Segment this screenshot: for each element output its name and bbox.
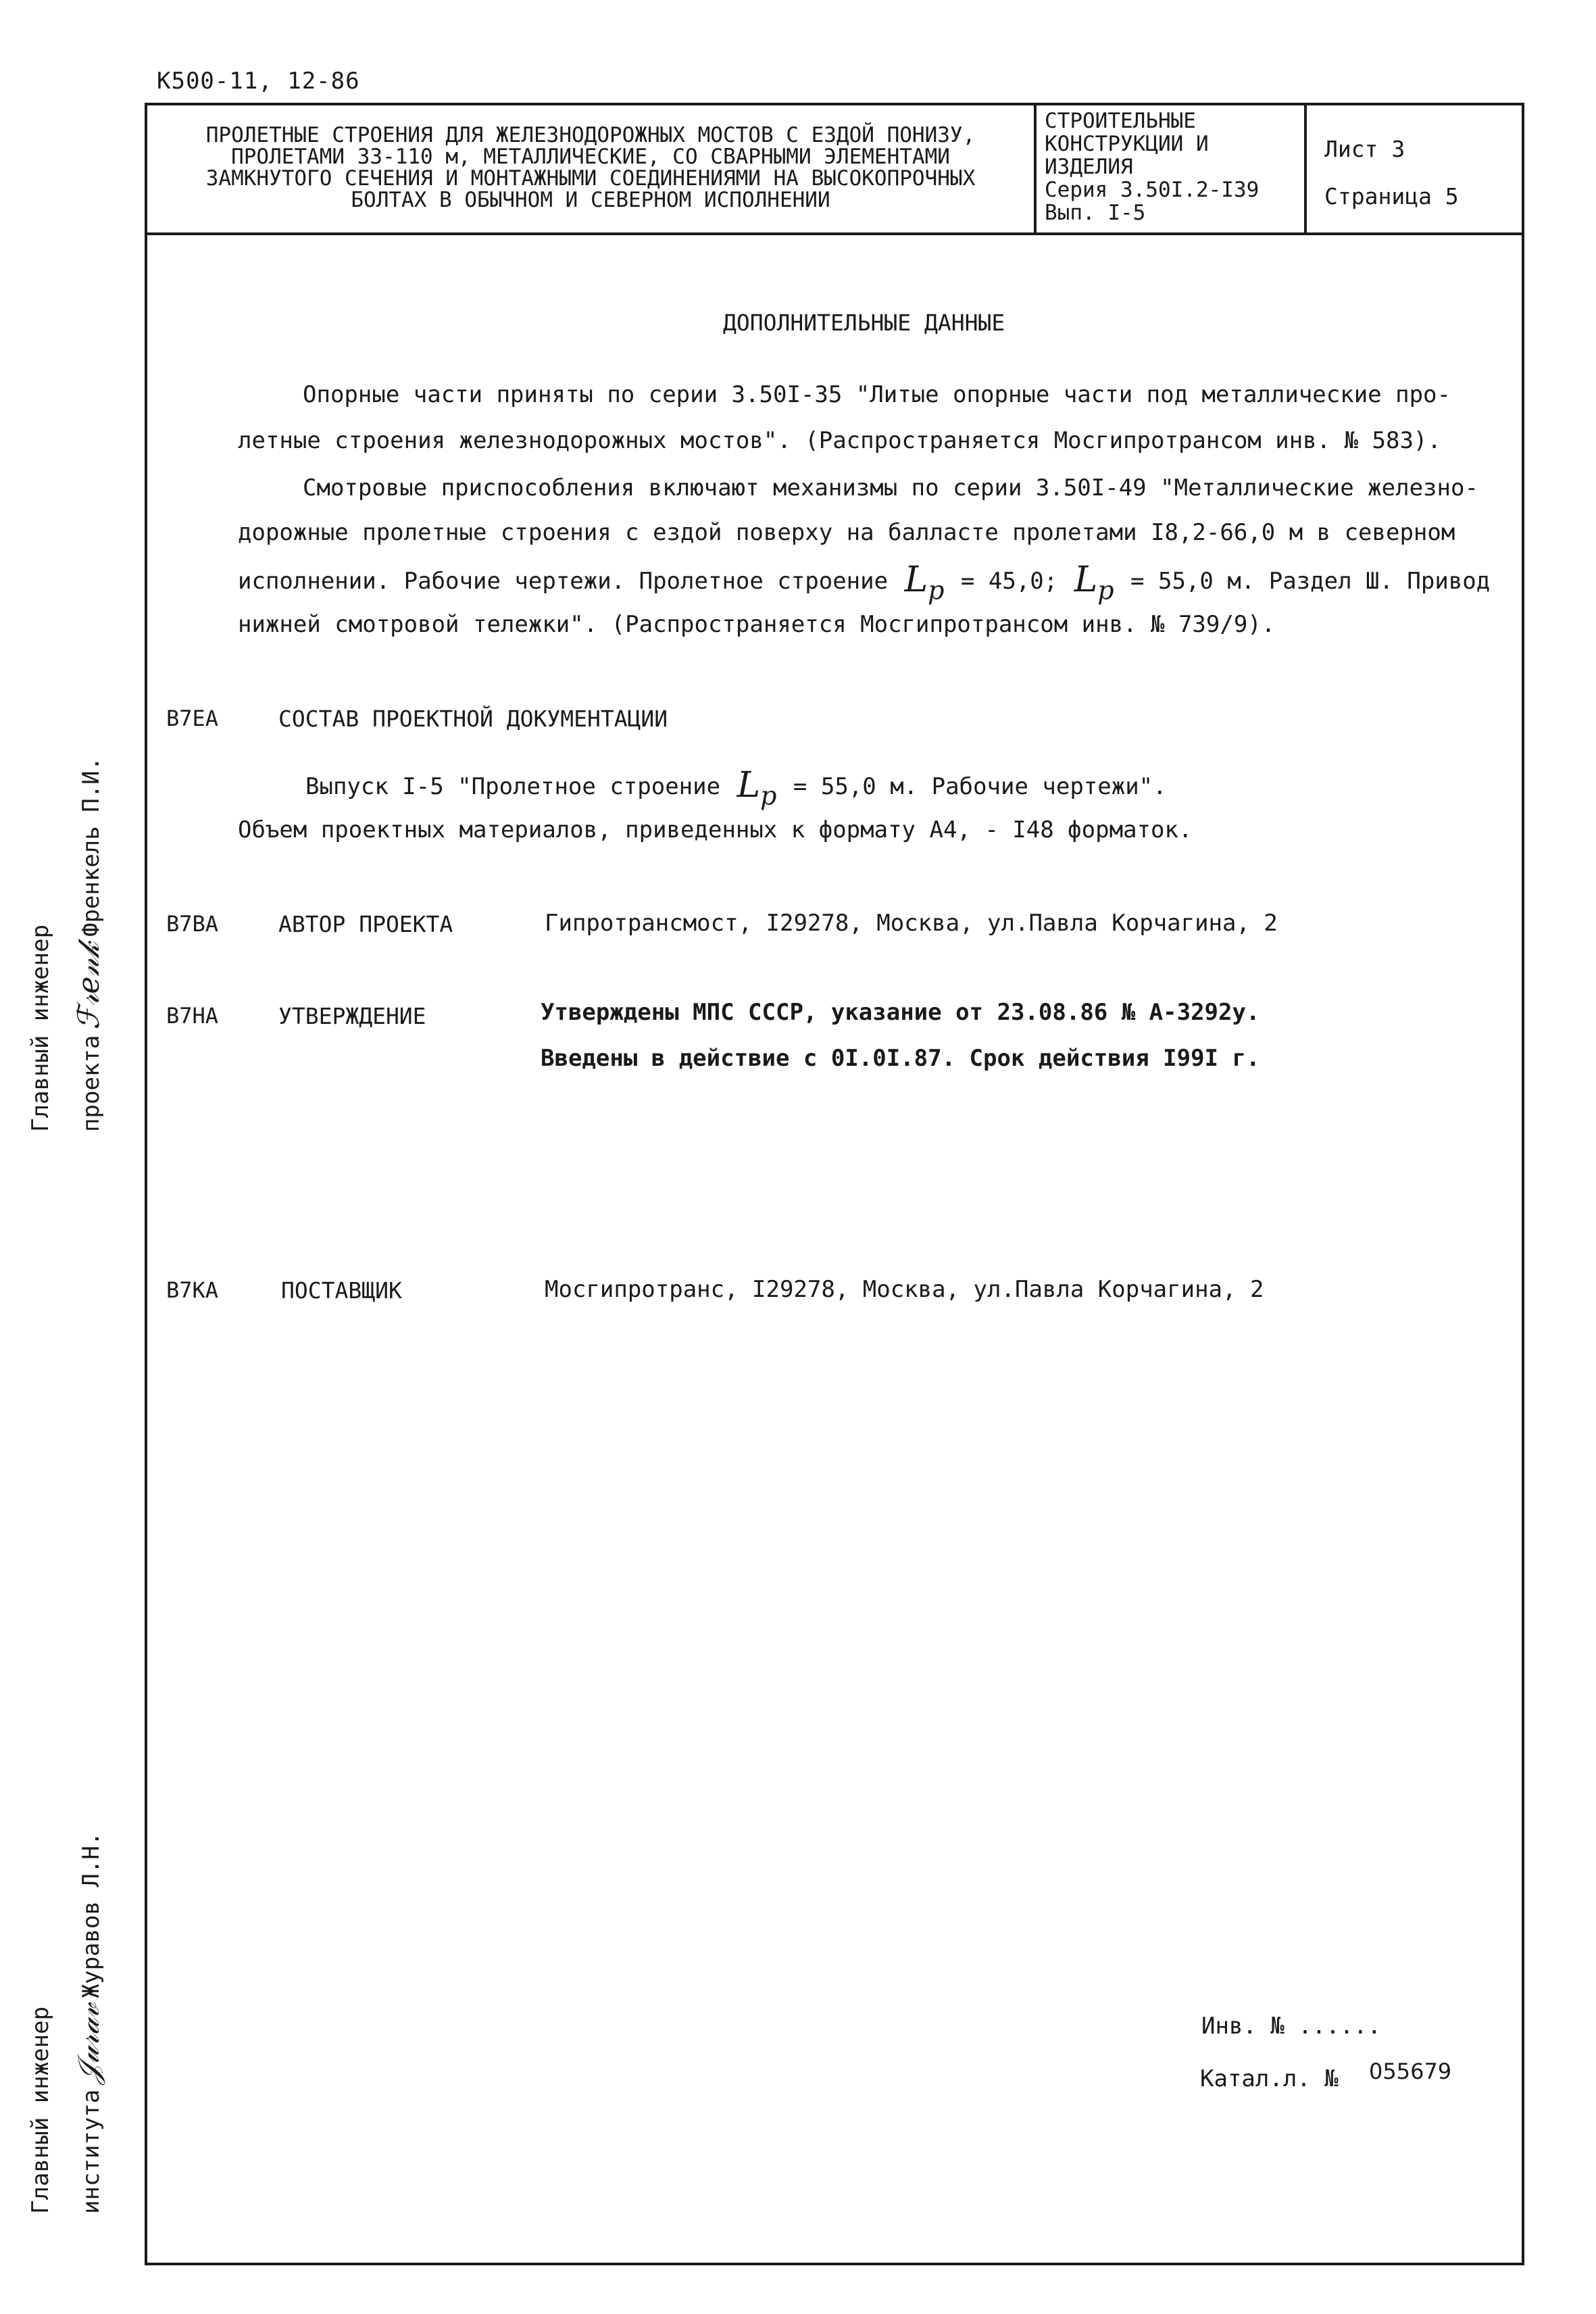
composition-line2: Объем проектных материалов, приведенных к формату А4, - I48 форматок. — [238, 816, 1193, 843]
sheet-info — [1307, 103, 1522, 232]
para1-line1: Опорные части приняты по серии 3.50I-35 "Литые опорные части под металлические про- — [303, 381, 1451, 408]
author-value: Гипротрансмост, I29278, Москва, ул.Павла Корчагина, 2 — [545, 910, 1278, 937]
series-line: ИЗДЕЛИЯ — [1045, 155, 1133, 179]
series-line: Вып. I-5 — [1045, 201, 1146, 225]
document-code: К500-11, 12-86 — [157, 68, 360, 95]
approval-line2: Введены в действие с 0I.0I.87. Срок действия I99I г. — [541, 1045, 1260, 1072]
section-title-author: АВТОР ПРОЕКТА — [278, 911, 453, 937]
para2-line3-value1: = 45,0; — [960, 568, 1058, 595]
para2-line3-text: исполнении. Рабочие чертежи. Пролетное строение — [238, 568, 889, 595]
section-title-approval: УТВЕРЖДЕНИЕ — [278, 1003, 426, 1029]
title-line: ЗАМКНУТОГО СЕЧЕНИЯ И МОНТАЖНЫМИ СОЕДИНЕНИЯМИ НА ВЫСОКОПРОЧНЫХ — [205, 166, 976, 191]
side-upper-line2: проектаℱ𝓇𝑒𝓃𝓀Френкель П.И. — [72, 756, 106, 1132]
catalog-number: 055679 — [1369, 2059, 1452, 2084]
series-info — [1037, 103, 1307, 232]
inventory-number: Инв. № ...... — [1201, 2013, 1382, 2040]
document-title — [147, 103, 1037, 232]
page-heading: ДОПОЛНИТЕЛЬНЫЕ ДАННЫЕ — [723, 310, 1005, 336]
para2-line2: дорожные пролетные строения с ездой поверху на балласте пролетами I8,2-66,0 м в северном — [238, 519, 1455, 546]
para2-line3-value2: = 55,0 м. Раздел Ш. Привод — [1130, 568, 1491, 595]
para2-line3 — [238, 557, 1491, 606]
para2-line4: нижней смотровой тележки". (Распространяется Мосгипротрансом инв. № 739/9). — [238, 611, 1276, 638]
composition-line1 — [305, 762, 1167, 811]
side-lower-line1: Главный инженер — [27, 2006, 54, 2214]
series-line: СТРОИТЕЛЬНЫЕ — [1045, 109, 1196, 133]
composition-line1-value: = 55,0 м. Рабочие чертежи". — [793, 773, 1167, 800]
section-code-composition: В7ЕА — [166, 706, 219, 731]
para1-line2: летные строения железнодорожных мостов". (Распространяется Мосгипротрансом инв. № 583). — [238, 427, 1441, 454]
section-code-supplier: В7КА — [166, 1277, 219, 1303]
title-line: ПРОЛЕТАМИ 33-110 м, МЕТАЛЛИЧЕСКИЕ, СО СВАРНЫМИ ЭЛЕМЕНТАМИ — [231, 145, 950, 169]
section-title-supplier: ПОСТАВЩИК — [281, 1277, 402, 1304]
supplier-value: Мосгипротранс, I29278, Москва, ул.Павла Корчагина, 2 — [545, 1276, 1264, 1303]
approval-line1: Утверждены МПС СССР, указание от 23.08.86 № А-3292у. — [541, 999, 1260, 1026]
sheet-number: Лист 3 — [1324, 136, 1405, 162]
lp-symbol: $L_p$ — [737, 765, 777, 811]
side-upper-line1: Главный инженер — [27, 924, 54, 1132]
section-code-author: В7ВА — [166, 911, 219, 937]
page-number: Страница 5 — [1324, 183, 1459, 210]
lp-symbol: $L_p$ — [904, 560, 945, 606]
side-lower-line2: института𝒥𝓊𝓇𝒶𝓋Журавов Л.Н. — [72, 1831, 106, 2214]
para2-line1: Смотровые приспособления включают механизмы по серии 3.50I-49 "Металлические железно- — [303, 474, 1478, 501]
signature-icon: ℱ𝓇𝑒𝓃𝓀 — [72, 942, 106, 1030]
section-code-approval: В7НА — [166, 1003, 219, 1029]
title-line: ПРОЛЕТНЫЕ СТРОЕНИЯ ДЛЯ ЖЕЛЕЗНОДОРОЖНЫХ МОСТОВ С ЕЗДОЙ ПОНИЗУ, — [205, 123, 976, 147]
section-title-composition: СОСТАВ ПРОЕКТНОЙ ДОКУМЕНТАЦИИ — [278, 706, 668, 732]
series-line: Серия 3.50I.2-I39 — [1045, 178, 1260, 202]
composition-line1-text: Выпуск I-5 "Пролетное строение — [305, 773, 721, 800]
lp-symbol: $L_p$ — [1074, 560, 1114, 606]
series-line: КОНСТРУКЦИИ И — [1045, 132, 1209, 156]
signature-icon: 𝒥𝓊𝓇𝒶𝓋 — [72, 2003, 106, 2084]
catalog-label: Катал.л. № — [1200, 2065, 1339, 2092]
title-line: БОЛТАХ В ОБЫЧНОМ И СЕВЕРНОМ ИСПОЛНЕНИИ — [351, 188, 830, 212]
